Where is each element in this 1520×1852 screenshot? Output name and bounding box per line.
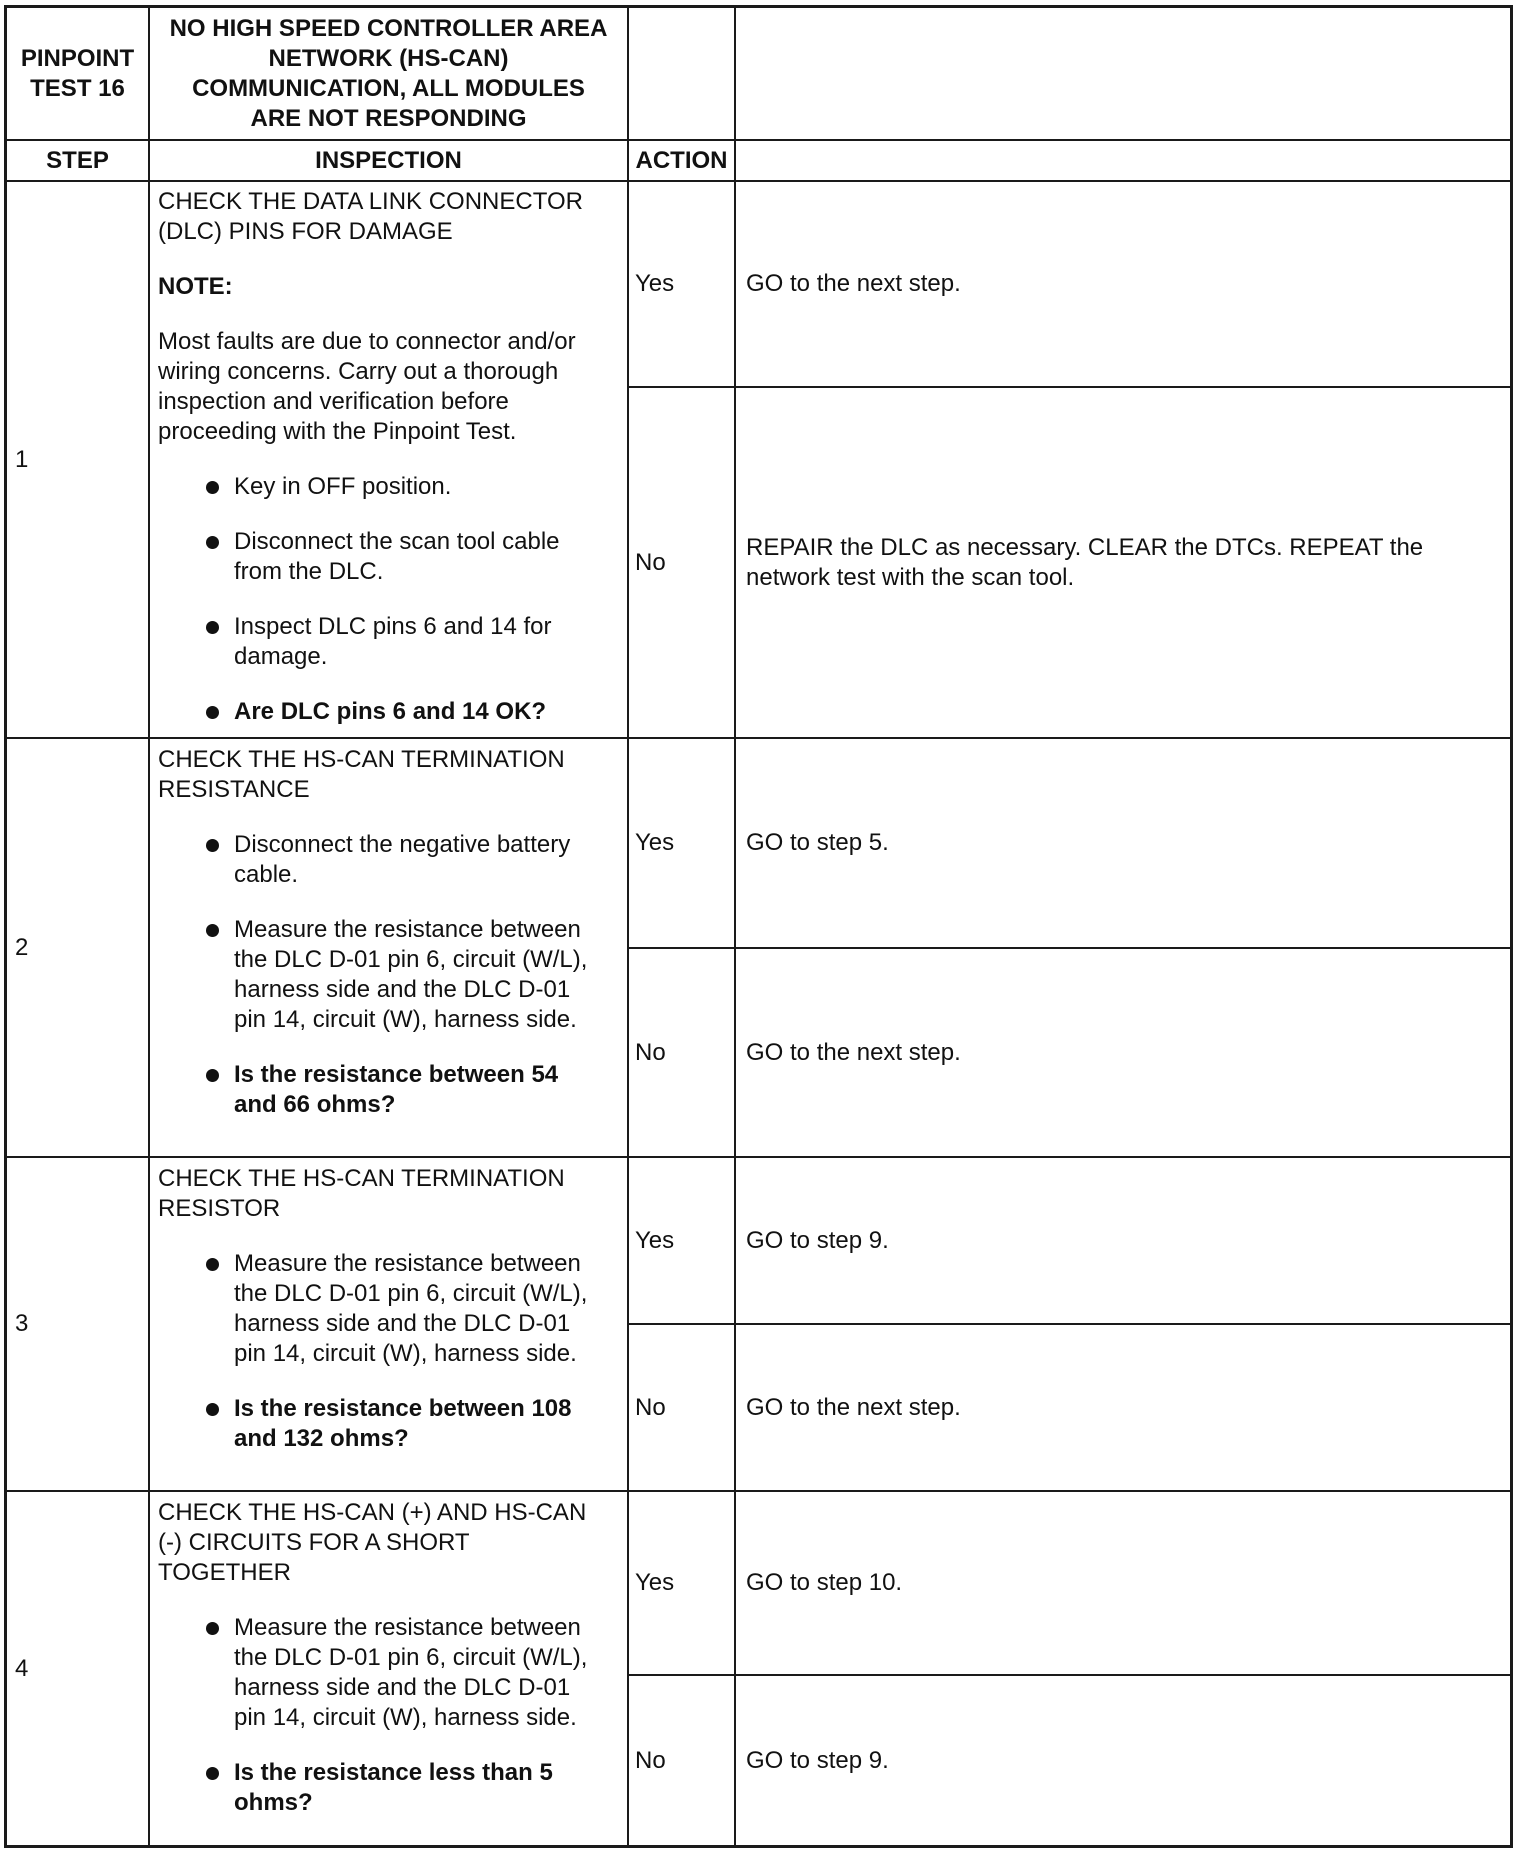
answer-no-action: GO to step 9. [746,1746,889,1774]
answer-no-action: GO to the next step. [746,1038,961,1066]
bullet-icon [206,839,219,852]
bullet-item: Disconnect the scan tool cable from the DLC. [158,527,607,587]
bullet-question: Is the resistance less than 5 ohms? [158,1758,607,1818]
bullet-icon [206,1403,219,1416]
bullet-icon [206,536,219,549]
column-header-action: ACTION [635,146,728,174]
answer-no-action: REPAIR the DLC as necessary. CLEAR the DTCs. REPEAT the network test with the scan tool. [746,533,1424,591]
inspection-heading: CHECK THE HS-CAN (+) AND HS-CAN (-) CIRCUITS FOR A SHORT TOGETHER [158,1499,587,1586]
bullet-icon [206,706,219,719]
bullet-icon [206,924,219,937]
inspection-heading: CHECK THE DATA LINK CONNECTOR (DLC) PINS FOR DAMAGE [158,188,583,245]
bullet-item: Inspect DLC pins 6 and 14 for damage. [158,612,607,672]
bullet-icon [206,1258,219,1271]
test-title: NO HIGH SPEED CONTROLLER AREA NETWORK (HS-CAN) COMMUNICATION, ALL MODULES ARE NOT RESPONDING [169,14,608,132]
answer-yes-label: Yes [635,1226,675,1254]
column-header-step: STEP [46,146,109,174]
pinpoint-test-label: PINPOINT TEST 16 [20,44,135,102]
answer-yes-label: Yes [635,829,675,856]
bullet-item: Measure the resistance between the DLC D-01 pin 6, circuit (W/L), harness side and the DLC D-01 pin 14, circuit (W), harness side. [158,915,607,1035]
step-number: 2 [15,933,29,961]
answer-no-label: No [635,1746,666,1774]
bullet-item: Measure the resistance between the DLC D-01 pin 6, circuit (W/L), harness side and the DLC D-01 pin 14, circuit (W), harness side. [158,1613,607,1733]
bullet-item: Key in OFF position. [158,472,607,502]
answer-yes-label: Yes [635,270,675,297]
step-number: 4 [15,1654,29,1682]
answer-yes-action: GO to step 5. [746,829,889,856]
answer-no-action: GO to the next step. [746,1393,961,1421]
bullet-item: Disconnect the negative battery cable. [158,830,607,890]
answer-yes-action: GO to step 9. [746,1226,889,1254]
answer-no-label: No [635,1038,666,1066]
column-header-inspection: INSPECTION [315,146,462,174]
bullet-item: Measure the resistance between the DLC D-01 pin 6, circuit (W/L), harness side and the DLC D-01 pin 14, circuit (W), harness side. [158,1249,607,1369]
note-text: Most faults are due to connector and/or wiring concerns. Carry out a thorough inspection and verification before proceeding with the Pinpoint Test. [158,328,576,445]
inspection-heading: CHECK THE HS-CAN TERMINATION RESISTANCE [158,746,565,803]
answer-yes-action: GO to step 10. [746,1569,903,1596]
note-label: NOTE: [158,273,233,300]
inspection-heading: CHECK THE HS-CAN TERMINATION RESISTOR [158,1165,565,1222]
answer-no-label: No [635,548,666,576]
answer-yes-label: Yes [635,1569,675,1596]
bullet-question: Are DLC pins 6 and 14 OK? [158,697,607,727]
answer-yes-action: GO to the next step. [746,270,961,297]
bullet-question: Is the resistance between 108 and 132 ohms? [158,1394,607,1454]
step-number: 3 [15,1310,29,1337]
inspection-cell [150,745,627,1155]
inspection-cell [150,187,627,735]
answer-no-label: No [635,1393,666,1421]
bullet-icon [206,1767,219,1780]
inspection-cell [150,1164,627,1489]
bullet-question: Is the resistance between 54 and 66 ohms? [158,1060,607,1120]
bullet-icon [206,1622,219,1635]
bullet-icon [206,481,219,494]
step-number: 1 [15,445,29,473]
bullet-icon [206,1069,219,1082]
inspection-cell [150,1498,627,1845]
bullet-icon [206,621,219,634]
